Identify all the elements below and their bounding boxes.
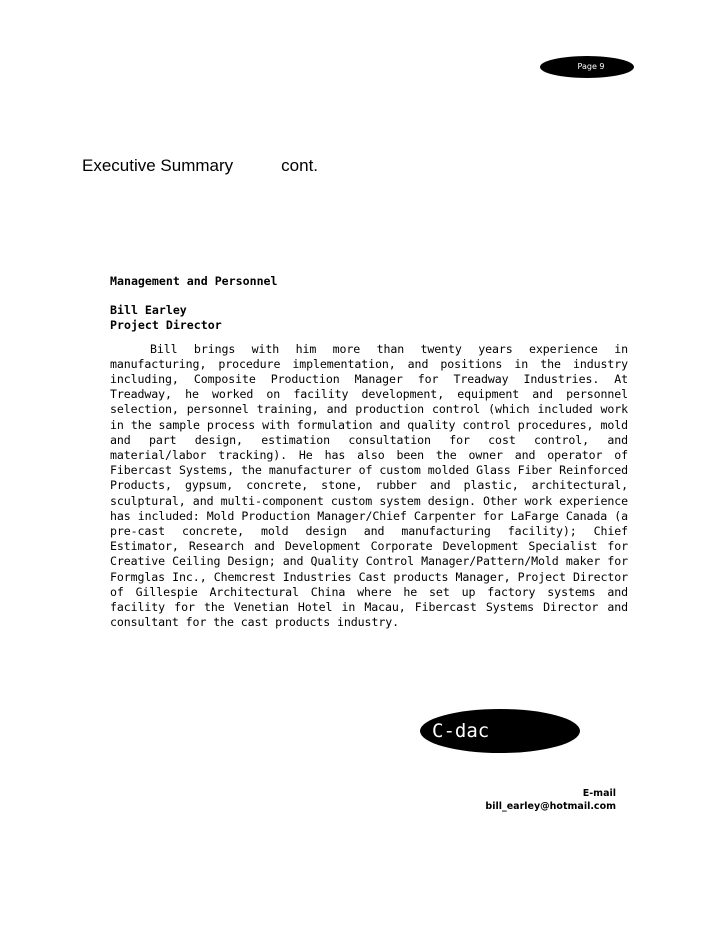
management-section [110,274,628,630]
page-number-label: Page 9 [577,62,605,71]
section-heading: Management and Personnel [110,274,278,288]
person-role: Project Director [110,318,222,333]
person-name: Bill Earley [110,303,187,318]
page-number-badge [540,56,634,78]
page-title-main: Executive Summary [82,156,234,175]
page-title-suffix: cont. [281,156,319,175]
page-title [82,156,318,176]
company-logo [420,709,580,753]
contact-email-label: E-mail [582,788,616,799]
person-bio: Bill brings with him more than twenty years experience in manufacturing, procedure implementation, and positions in the industry including, Composite Production Manager for Treadway Industries. At Treadway, he worked on facility development, equipment and personnel selection, personnel training, and production control (which included work in the sample process with formulation and quality control procedures, mold and part design, estimation consultation for cost control, and material/labor tracking). He has also been the owner and operator of Fibercast Systems, the manufacturer of custom molded Glass Fiber Reinforced Products, gypsum, concrete, stone, rubber and plastic, architectural, sculptural, and multi-component custom system design. Other work experience has included: Mold Production Manager/Chief Carpenter for LaFarge Canada (a pre-cast concrete, mold design and manufacturing facility); Chief Estimator, Research and Development Corporate Development Specialist for Creative Ceiling Design; and Quality Control Manager/Pattern/Mold maker for Formglas Inc., Chemcrest Industries Cast products Manager, Project Director of Gillespie Architectural China where he set up factory systems and facility for the Venetian Hotel in Macau, Fibercast Systems Director and consultant for the cast products industry. [110,341,628,630]
contact-email-address[interactable]: bill_earley@hotmail.com [485,801,616,812]
company-logo-text: C-dac [432,720,490,742]
contact-block [485,787,616,813]
